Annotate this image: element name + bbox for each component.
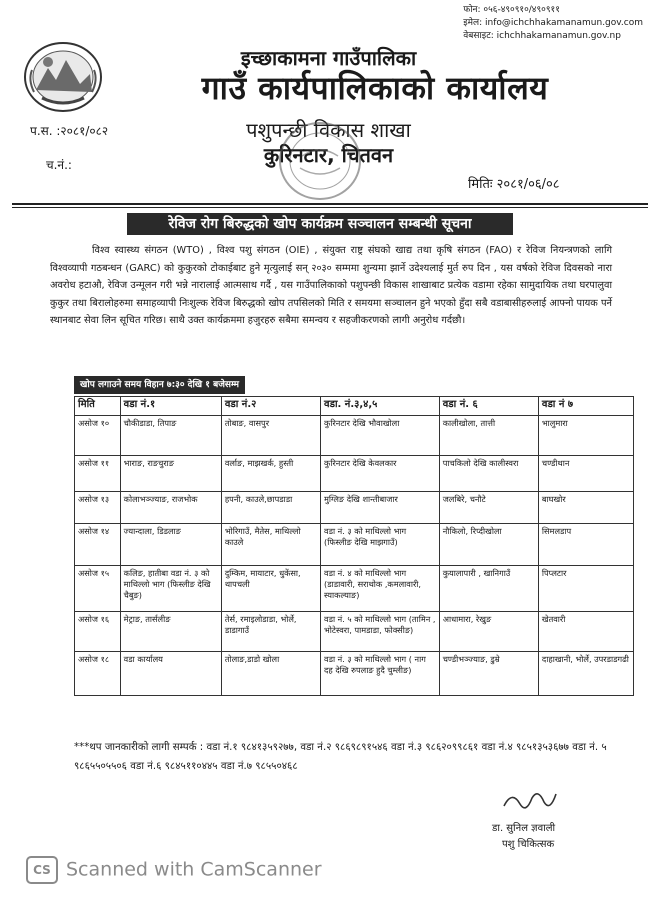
table-cell: दुम्किम, मायाटार, धुकेंसा, थापचली	[221, 566, 320, 612]
issue-date: मितिः २०८१/०६/०८	[468, 177, 560, 192]
ref-number: प.स. :२०८१/०८२	[30, 124, 109, 138]
row-date: असोज १८	[75, 652, 121, 696]
header-ward-6: वडा नं. ६	[439, 397, 538, 416]
row-date: असोज १३	[75, 492, 121, 524]
table-cell: कुरिनटार देखि भौवाखोला	[321, 416, 440, 456]
branch-name: पशुपन्छी विकास शाखा	[246, 118, 411, 142]
table-row	[75, 492, 634, 524]
website-text: वेबसाइट: ichchhakamanamun.gov.np	[463, 31, 621, 41]
header-ward-7: वडा नं ७	[538, 397, 633, 416]
table-cell: ज्यान्दाला, डिडलाङ	[120, 524, 221, 566]
table-cell: कुरिनटार देखि केवलकार	[321, 456, 440, 492]
table-cell: चण्डीथान	[538, 456, 633, 492]
camscanner-logo-icon: CS	[26, 856, 58, 884]
header-date: मिति	[75, 397, 121, 416]
table-cell: वर्लाङ, माझखर्क, हुस्ती	[221, 456, 320, 492]
table-cell: चण्डीभञ्ज्याङ, डुम्रे	[439, 652, 538, 696]
row-date: असोज ११	[75, 456, 121, 492]
office-name: गाउँ कार्यपालिकाको कार्यालय	[201, 69, 549, 107]
header-divider	[12, 203, 648, 205]
table-cell: वडा नं. ३ को माथिल्लो भाग (फिस्लीङ देखि माझगाउँ)	[321, 524, 440, 566]
schedule-title: खोप लगाउने समय विहान ७:३० देखि १ बजेसम्म	[74, 376, 245, 394]
table-cell: सिमलडाप	[538, 524, 633, 566]
table-cell: चौकीडाडा, तिपाङ	[120, 416, 221, 456]
notice-title: रेविज रोग बिरुद्धको खोप कार्यक्रम सञ्चालन सम्बन्धी सूचना	[127, 213, 513, 235]
table-cell: कलिङ, हातीबा वडा नं. ३ को माथिल्लो भाग (फिस्लीङ देखि चैबुङ)	[120, 566, 221, 612]
table-cell: हपनी, काउले,छापडाडा	[221, 492, 320, 524]
signatory-title: पशु चिकित्सक	[502, 839, 555, 850]
row-date: असोज १५	[75, 566, 121, 612]
table-row	[75, 456, 634, 492]
table-cell: भालुमारा	[538, 416, 633, 456]
table-cell: नौकिलो, रिप्दीखोला	[439, 524, 538, 566]
table-row	[75, 652, 634, 696]
org-name: इच्छाकामना गाउँपालिका	[240, 46, 417, 70]
office-stamp-icon	[272, 116, 368, 206]
table-cell: आधामारा, रेखुङ	[439, 612, 538, 652]
table-cell: कुयालापारी , खानिगाउँ	[439, 566, 538, 612]
header-ward-2: वडा नं.२	[221, 397, 320, 416]
signature-scribble-icon	[500, 786, 560, 816]
table-cell: तोलाङ,डाडो खोला	[221, 652, 320, 696]
signature-block	[470, 786, 630, 868]
table-cell: खेतवारी	[538, 612, 633, 652]
table-cell: तेर्स, रमाइलोडाडा, भोर्ले, डाडागाउँ	[221, 612, 320, 652]
table-row	[75, 566, 634, 612]
table-cell: मुग्लिङ देखि शान्तीबाजार	[321, 492, 440, 524]
row-date: असोज १६	[75, 612, 121, 652]
scanner-footer	[26, 856, 322, 884]
office-location: कुरिनटार, चितवन	[263, 143, 394, 167]
contact-note: ***थप जानकारीको लागी सम्पर्क : वडा नं.१ ९८४१३५९२७७, वडा नं.२ ९८६९८९१५४६ वडा नं.३ ९८६२०९९८६१ वडा नं.४ ९८५१३५३६७७ वडा नं. ५ ९८६५५०५५०६ वडा नं.६ ९८४५११०४४५ वडा नं.७ ९८५५०४६८	[74, 742, 607, 772]
email-text: इमेल: info@ichchhakamanamun.gov.com	[463, 18, 643, 28]
table-cell: भाराङ, राङचुराङ	[120, 456, 221, 492]
table-row	[75, 612, 634, 652]
table-cell: दाहाखानी, भोर्ले, उपरडाडगढी	[538, 652, 633, 696]
dispatch-number: च.नं.:	[46, 158, 72, 172]
row-date: असोज १४	[75, 524, 121, 566]
table-row	[75, 524, 634, 566]
row-date: असोज १०	[75, 416, 121, 456]
phone-text: फोन: ०५६-४९०९१०/४९०९११	[463, 5, 560, 15]
header-ward-1: वडा नं.१	[120, 397, 221, 416]
table-cell: पिप्लटार	[538, 566, 633, 612]
table-cell: वडा नं. ३ को माथिल्लो भाग ( नाग दह देखि रुपलाङ हुदै चुम्लीङ)	[321, 652, 440, 696]
signatory-name: डा. सुनिल ज्ञवाली	[492, 823, 556, 834]
header-divider-thin	[12, 207, 648, 208]
table-cell: कोलाभञ्ज्याङ, राजभोक	[120, 492, 221, 524]
table-cell: जलबिरे, चनौटे	[439, 492, 538, 524]
table-cell: वडा नं. ५ को माथिल्लो भाग (तामिन , भोटेस्वरा, पामडाडा, फोक्सीङ)	[321, 612, 440, 652]
table-cell: मेट्राङ, तार्सलीङ	[120, 612, 221, 652]
table-cell: वडा नं. ४ को माथिल्लो भाग (डाडावारी, सराथोक ,कमलावारी, स्याकल्याङ)	[321, 566, 440, 612]
table-row	[75, 416, 634, 456]
table-cell: बाघखोर	[538, 492, 633, 524]
table-cell: कालीखोला, तात्ती	[439, 416, 538, 456]
notice-body: विश्व स्वास्थ्य संगठन (WTO) , विश्व पशु संगठन (OIE) , संयुक्त राष्ट्र संघको खाद्य तथा कृषि संगठन (FAO) र रेविज नियन्त्रणको लागि विश्वव्यापी गठबन्धन (GARC) को कुकुरको टोकाईबाट हुने मृत्युलाई सन् २०३० सम्ममा शुन्यमा झार्ने उदेश्यलाई मुर्त रुप दिन , यस वर्षको रेविज दिवसको नारा अवरोध हटाऔ, रेविज उन्मूलन गरी भन्ने नारालाई आत्मसाथ गर्दै , यस गाउँपालिकाको पशुपन्छी विकास शाखाबाट प्रत्येक वडामा रहेका सामुदायिक तथा घरपालुवा कुकुर तथा बिरालोहरुमा समाहव्यापी निःशुल्क रेविज बिरुद्धको खोप तपसिलको मिति र समयमा सञ्चालन हुने भएको हुँदा सबै वडाबासीहरुलाई आफ्नो पायक पर्ने स्थानबाट सेवा लिन सूचित गरिछ। साथै उक्त कार्यक्रममा हजुरहरु सबैमा समन्वय र सहजीकरणको लागी अनुरोध गर्दछौ।	[50, 245, 612, 326]
schedule-table	[74, 396, 634, 696]
scanner-text: Scanned with CamScanner	[66, 858, 322, 881]
contact-block	[463, 4, 643, 43]
table-header-row	[75, 397, 634, 416]
table-cell: वडा कार्यालय	[120, 652, 221, 696]
header-ward-3-4-5: वडा. नं.३,४,५	[321, 397, 440, 416]
table-cell: भोरिगाउँ, मैतेस, माथिल्लो काउले	[221, 524, 320, 566]
table-cell: पाचकिलो देखि कालीस्वरा	[439, 456, 538, 492]
table-cell: तोबाङ, वासपुर	[221, 416, 320, 456]
